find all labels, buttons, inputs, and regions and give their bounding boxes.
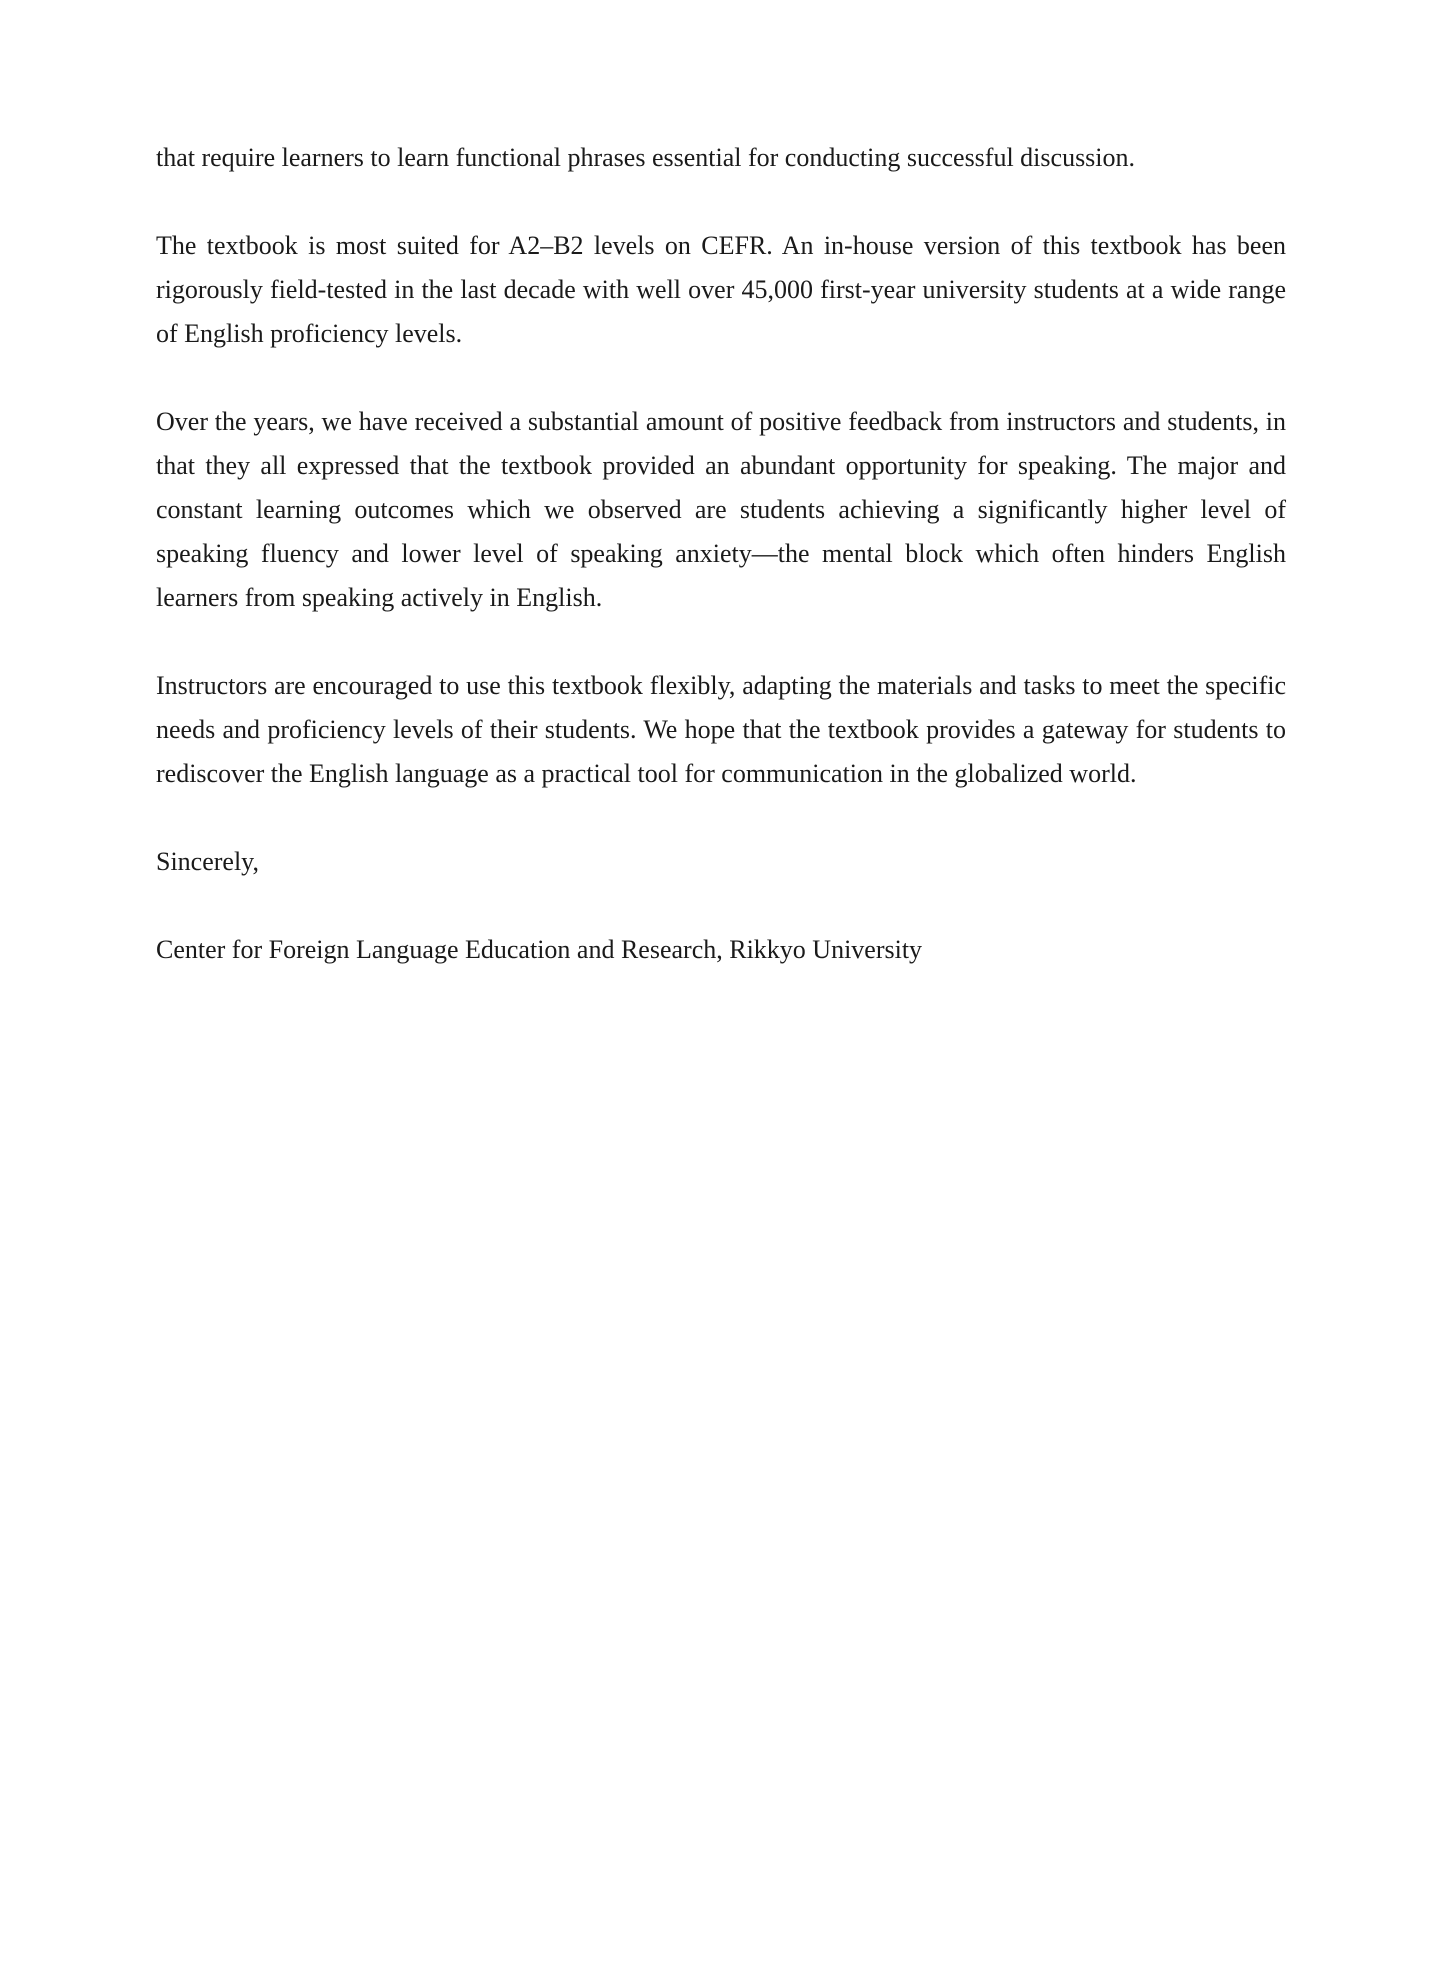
paragraph-cefr-levels: The textbook is most suited for A2–B2 levels on CEFR. An in-house version of this textbook has been rigorously field-tested in the last decade with well over 45,000 first-year university students at a wide range of English proficiency levels. xyxy=(156,231,1286,348)
paragraph-feedback: Over the years, we have received a substantial amount of positive feedback from instructors and students, in that they all expressed that the textbook provided an abundant opportunity for speaking. The major and constant learning outcomes which we observed are students achieving a significantly higher level of speaking fluency and lower level of speaking anxiety—the mental block which often hinders English learners from speaking actively in English. xyxy=(156,407,1286,612)
document-page xyxy=(156,136,1286,972)
closing-salutation: Sincerely, xyxy=(156,847,259,876)
signature-line: Center for Foreign Language Education and Research, Rikkyo University xyxy=(156,935,923,964)
paragraph-instructors: Instructors are encouraged to use this textbook flexibly, adapting the materials and tasks to meet the specific needs and proficiency levels of their students. We hope that the textbook provides a gateway for students to rediscover the English language as a practical tool for communication in the globalized world. xyxy=(156,671,1286,788)
paragraph-continuation: that require learners to learn functional phrases essential for conducting successful discussion. xyxy=(156,143,1136,172)
